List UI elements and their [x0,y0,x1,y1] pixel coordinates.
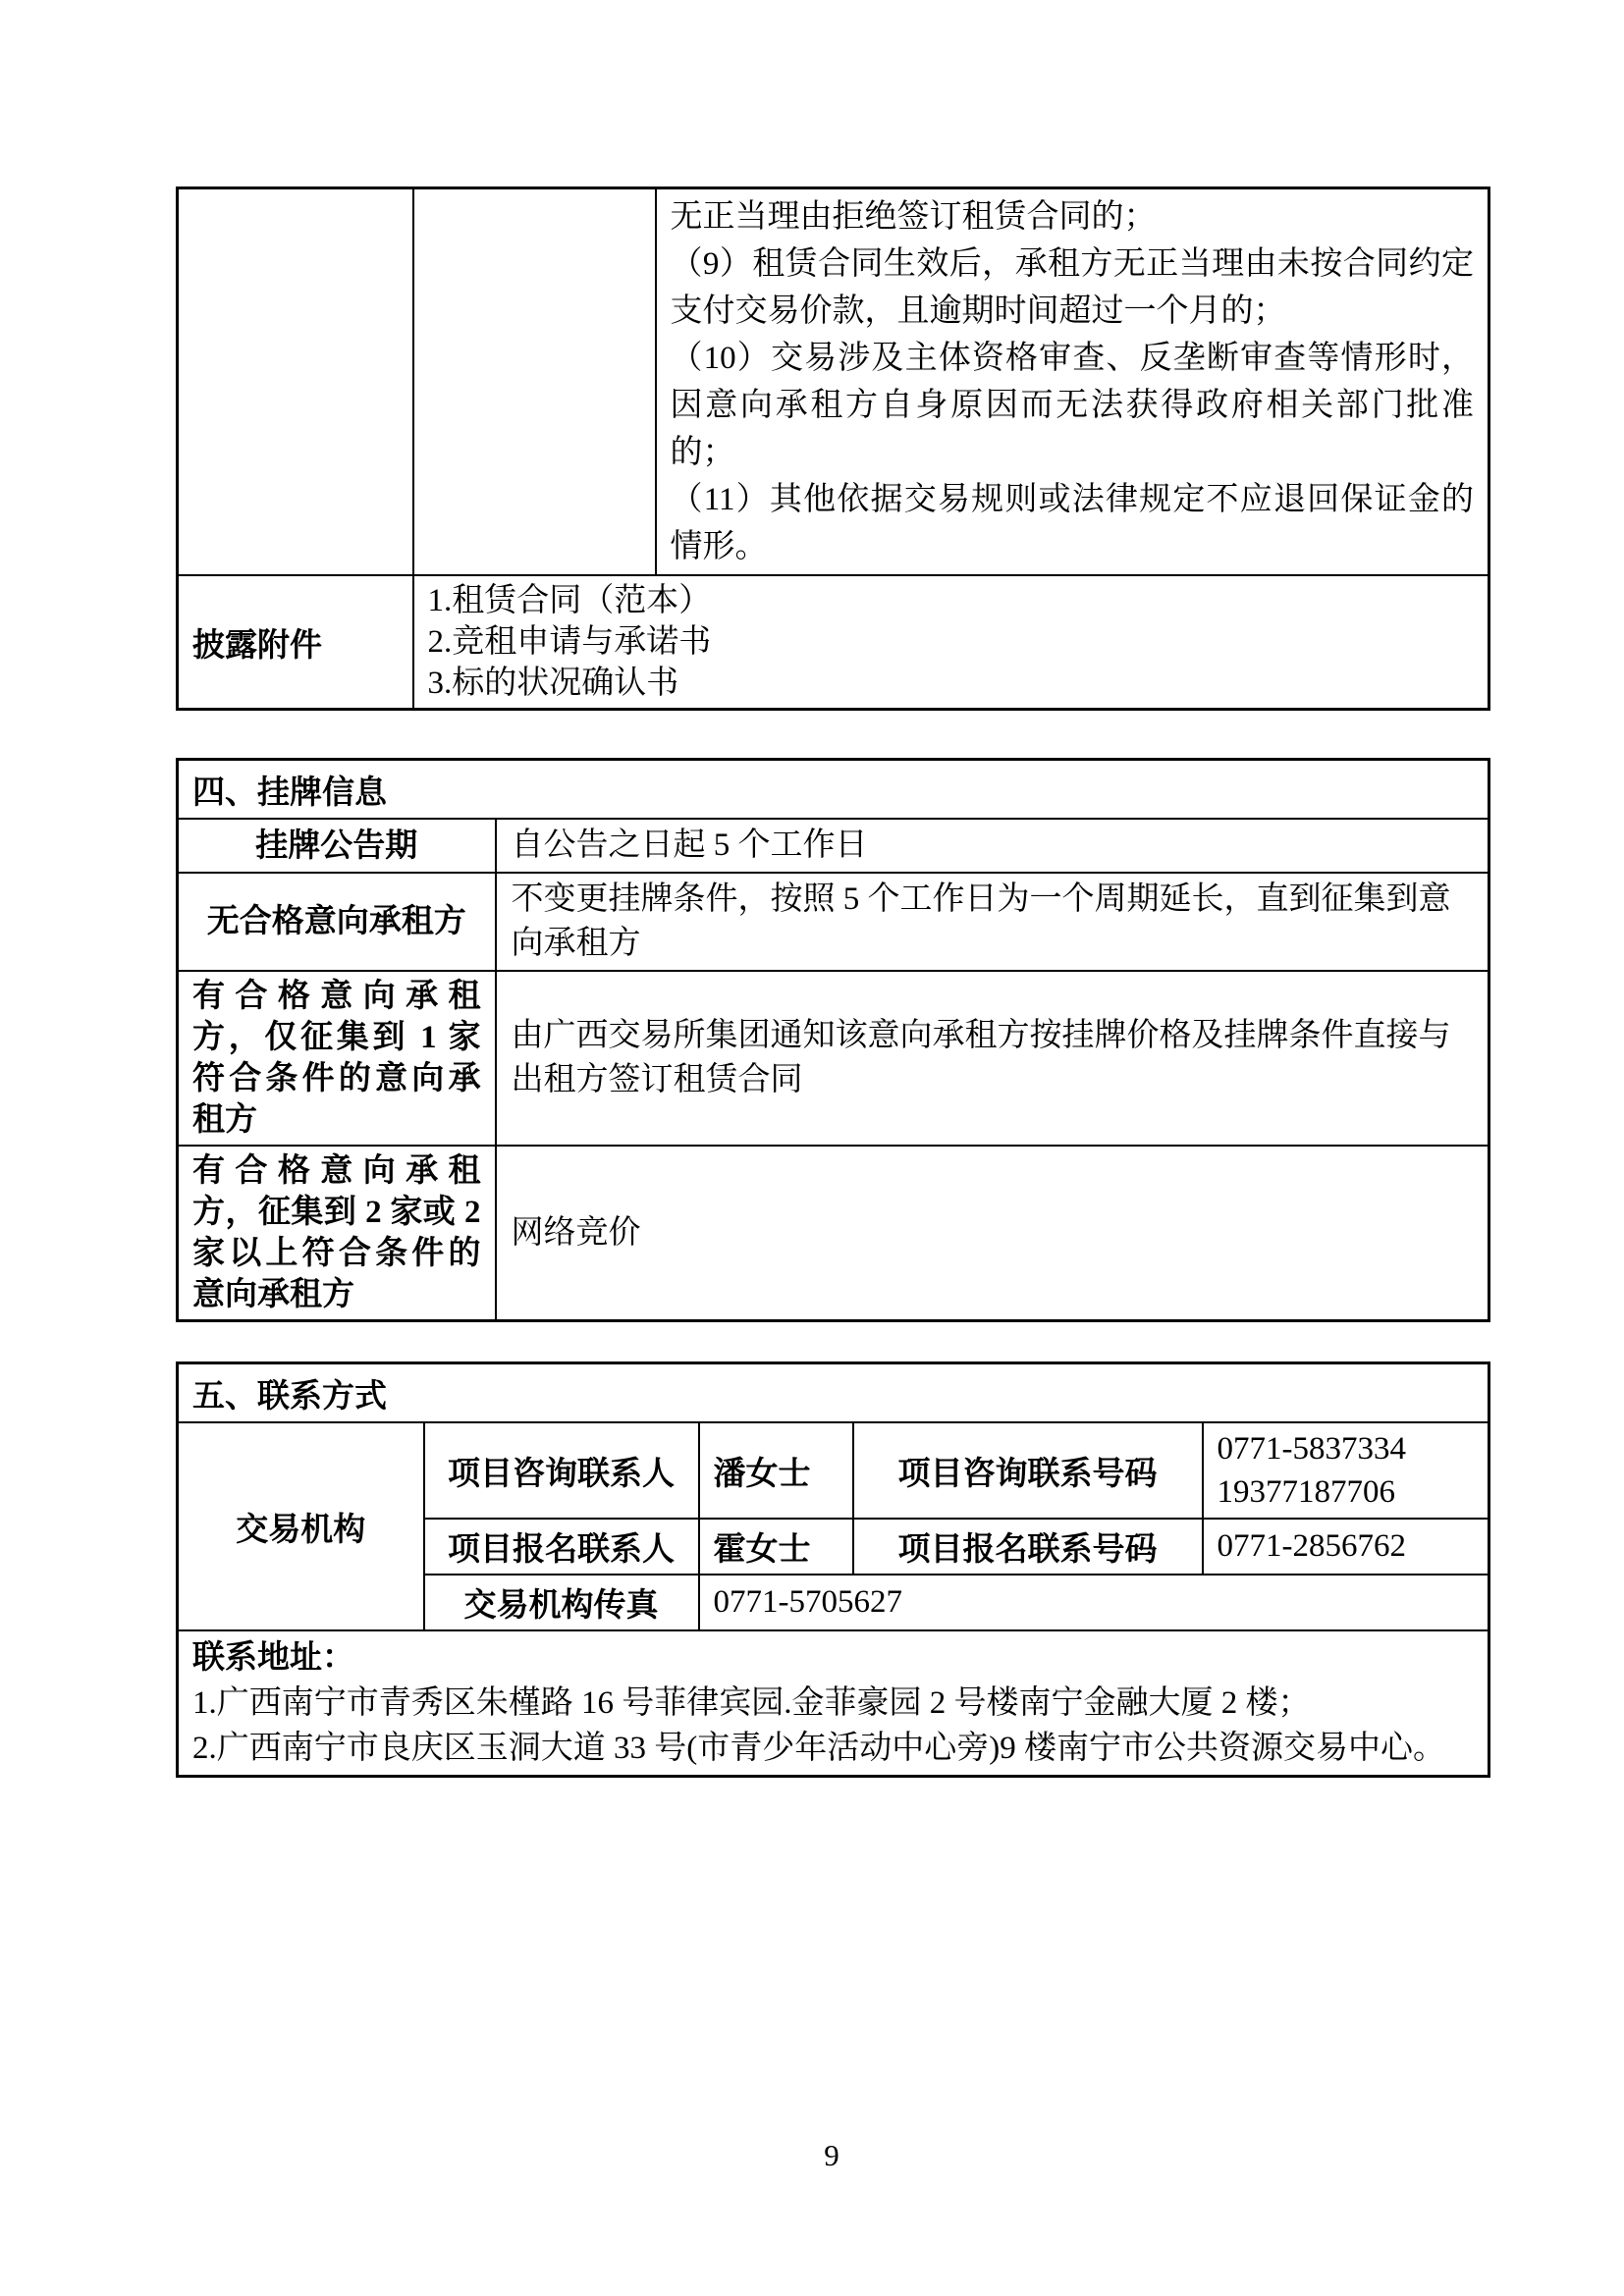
fax-label: 交易机构传真 [424,1575,699,1630]
contact-address-cell [178,1630,1489,1777]
clause-line: 无正当理由拒绝签订租赁合同的； [670,199,1157,235]
fax-number: 0771-5705627 [699,1575,1489,1630]
announcement-period-label: 挂牌公告期 [178,819,496,873]
attachment-item: 2.竞租申请与承诺书 [427,624,712,660]
one-qualified-tenant-value: 由广西交易所集团通知该意向承租方按挂牌价格及挂牌条件直接与出租方签订租赁合同 [496,971,1489,1146]
address-line-2: 2.广西南宁市良庆区玉洞大道 33 号(市青少年活动中心旁)9 楼南宁市公共资源交易中心。 [192,1731,1445,1766]
deposit-terms-continuation-table [176,187,1490,711]
listing-info-title: 四、挂牌信息 [178,760,1489,820]
signup-phone-label: 项目报名联系号码 [853,1519,1203,1575]
table-row [178,188,1489,576]
table-row [178,1146,1489,1321]
table-section-header [178,760,1489,820]
consult-phone-label: 项目咨询联系号码 [853,1422,1203,1519]
announcement-period-value: 自公告之日起 5 个工作日 [496,819,1489,873]
clause-9: （9）租赁合同生效后，承租方无正当理由未按合同约定支付交易价款，且逾期时间超过一个月的； [670,246,1474,329]
multiple-qualified-tenants-value: 网络竞价 [496,1146,1489,1321]
table-row [178,575,1489,710]
multiple-qualified-tenants-label: 有合格意向承租方，征集到 2 家或 2 家以上符合条件的意向承租方 [178,1146,496,1321]
table-row [178,1422,1489,1519]
page-number: 9 [824,2138,839,2172]
one-qualified-tenant-label: 有合格意向承租方，仅征集到 1 家符合条件的意向承租方 [178,971,496,1146]
clause-11: （11）其他依据交易规则或法律规定不应退回保证金的情形。 [670,482,1474,564]
phone-number: 19377187706 [1217,1474,1395,1510]
phone-number: 0771-5837334 [1217,1431,1406,1467]
attachment-item: 3.标的状况确认书 [427,666,679,701]
document-content [176,0,1488,1778]
table-section-header [178,1363,1489,1423]
address-label: 联系地址： [192,1640,354,1676]
table-row [178,1630,1489,1777]
attachment-item: 1.租赁合同（范本） [427,583,712,618]
consult-contact-name: 潘女士 [699,1422,853,1519]
listing-info-table [176,758,1490,1322]
no-qualified-tenant-value: 不变更挂牌条件，按照 5 个工作日为一个周期延长，直到征集到意向承租方 [496,873,1489,971]
contact-info-title: 五、联系方式 [178,1363,1489,1423]
deposit-refund-clauses-cell [656,188,1489,576]
disclosure-attachments-label: 披露附件 [178,575,413,710]
table-row [178,873,1489,971]
consult-contact-label: 项目咨询联系人 [424,1422,699,1519]
clause-10: （10）交易涉及主体资格审查、反垄断审查等情形时，因意向承租方自身原因而无法获得政府相关部门批准的； [670,341,1474,470]
signup-contact-label: 项目报名联系人 [424,1519,699,1575]
no-qualified-tenant-label: 无合格意向承租方 [178,873,496,971]
trading-agency-label: 交易机构 [178,1422,424,1630]
signup-phone-number: 0771-2856762 [1203,1519,1489,1575]
address-line-1: 1.广西南宁市青秀区朱槿路 16 号菲律宾园.金菲豪园 2 号楼南宁金融大厦 2 楼； [192,1685,1311,1721]
consult-phone-numbers [1203,1422,1489,1519]
empty-sublabel-cell [413,188,656,576]
disclosure-attachments-list [413,575,1489,710]
signup-contact-name: 霍女士 [699,1519,853,1575]
table-row [178,971,1489,1146]
contact-info-table [176,1362,1490,1778]
empty-label-cell [178,188,413,576]
table-row [178,819,1489,873]
